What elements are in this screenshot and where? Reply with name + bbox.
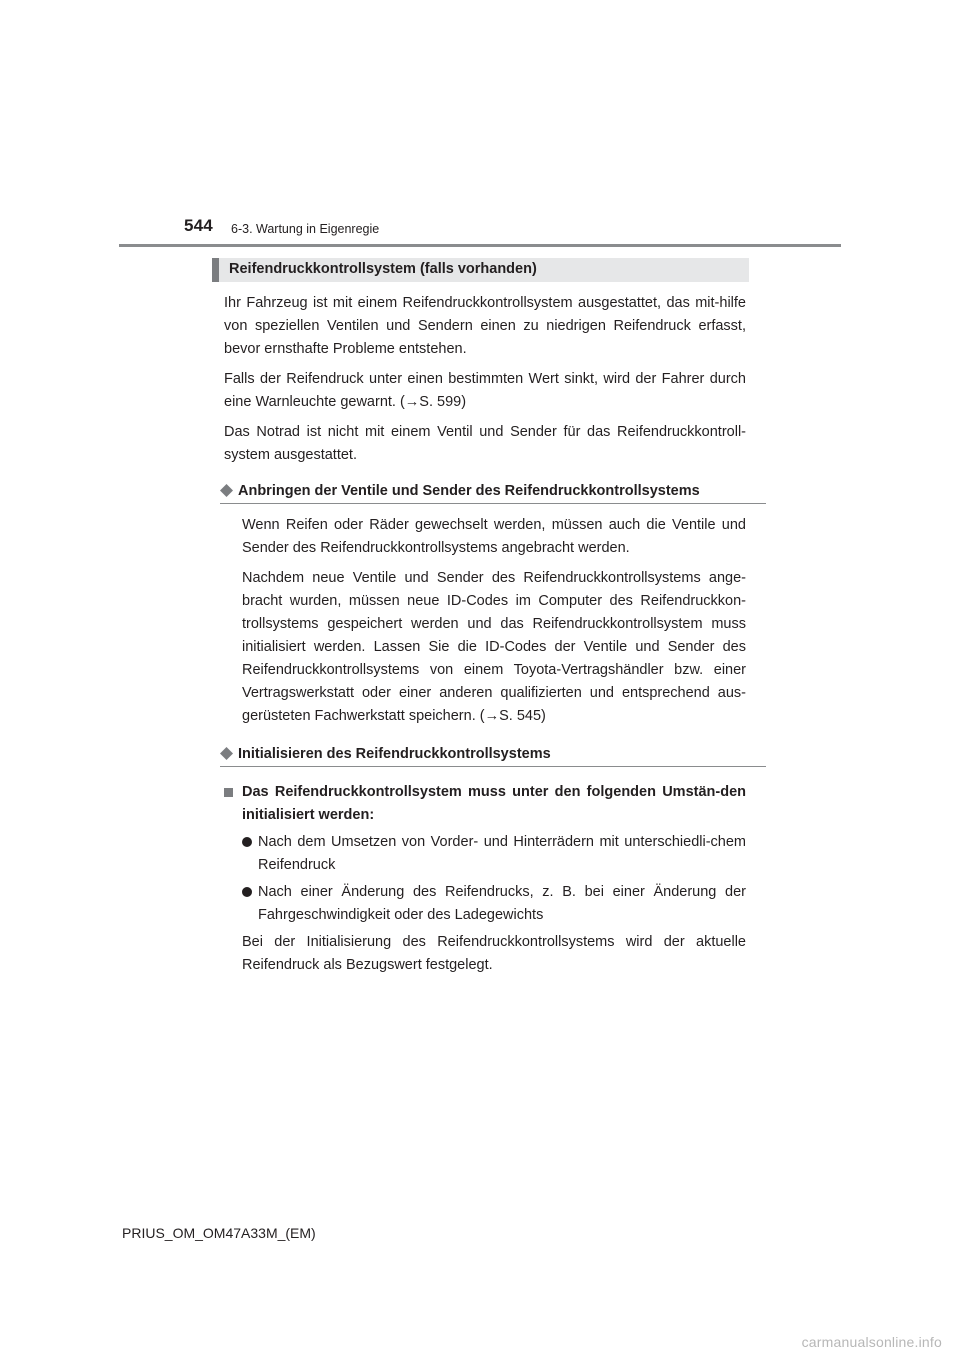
topic-title-bar <box>212 258 749 282</box>
footer-document-code: PRIUS_OM_OM47A33M_(EM) <box>122 1225 316 1241</box>
section1-paragraph-1: Wenn Reifen oder Räder gewechselt werden, müssen auch die Ventile und Sender des Reifendruckkontrollsystems angebracht werden. <box>242 517 746 556</box>
section-reference: 6-3. Wartung in Eigenregie <box>231 222 380 236</box>
bullet-item <box>224 881 746 927</box>
section-heading-text: Anbringen der Ventile und Sender des Reifendruckkontrollsystems <box>238 483 700 499</box>
intro-paragraph-3: Das Notrad ist nicht mit einem Ventil und Sender für das Reifendruckkontroll-system ausgestattet. <box>224 424 746 463</box>
page-content <box>224 292 746 984</box>
section-heading-initialisieren <box>220 744 766 767</box>
bullet-text: Nach einer Änderung des Reifendrucks, z. B. bei einer Änderung der Fahrgeschwindigkeit oder des Ladegewichts <box>258 884 746 923</box>
header-rule <box>119 244 841 247</box>
square-bullet-icon <box>224 788 233 797</box>
topic-title: Reifendruckkontrollsystem (falls vorhanden) <box>229 261 537 277</box>
round-bullet-icon <box>242 837 252 847</box>
diamond-bullet-icon <box>220 747 233 760</box>
square-subheading <box>224 781 746 827</box>
watermark: carmanualsonline.info <box>801 1334 942 1350</box>
diamond-bullet-icon <box>220 484 233 497</box>
bullet-text: Nach dem Umsetzen von Vorder- und Hinterrädern mit unterschiedli-chem Reifendruck <box>258 834 746 873</box>
round-bullet-icon <box>242 887 252 897</box>
bullet-item <box>224 831 746 877</box>
page-number: 544 <box>184 216 213 235</box>
section-heading-text: Initialisieren des Reifendruckkontrollsystems <box>238 746 551 762</box>
square-subheading-text: Das Reifendruckkontrollsystem muss unter den folgenden Umstän-den initialisiert werden: <box>242 784 746 823</box>
intro-paragraph-2: Falls der Reifendruck unter einen bestimmten Wert sinkt, wird der Fahrer durch eine Warnleuchte gewarnt. (→S. 599) <box>224 371 746 410</box>
intro-paragraph-1: Ihr Fahrzeug ist mit einem Reifendruckkontrollsystem ausgestattet, das mit-hilfe von speziellen Ventilen und Sendern einen zu niedrigen Reifendruck erfasst, bevor ernsthafte Probleme entstehen. <box>224 295 746 357</box>
section1-paragraph-2: Nachdem neue Ventile und Sender des Reifendruckkontrollsystems ange-bracht wurden, müssen neue ID-Codes im Computer des Reifendruckkon-trollsystems gespeichert werden und das Reifendruckkontrollsystem muss initialisiert werden. Lassen Sie die ID-Codes der Ventile und Sender des Reifendruckkontrollsystems von einem Toyota-Vertragshändler bzw. einer Vertragswerkstatt oder einer anderen qualifizierten und entsprechend aus-gerüsteten Fachwerkstatt speichern. (→S. 545) <box>242 570 746 724</box>
closing-paragraph: Bei der Initialisierung des Reifendruckkontrollsystems wird der aktuelle Reifendruck als Bezugswert festgelegt. <box>242 934 746 973</box>
section-body-ventile <box>242 514 746 728</box>
section-heading-ventile <box>220 481 766 504</box>
